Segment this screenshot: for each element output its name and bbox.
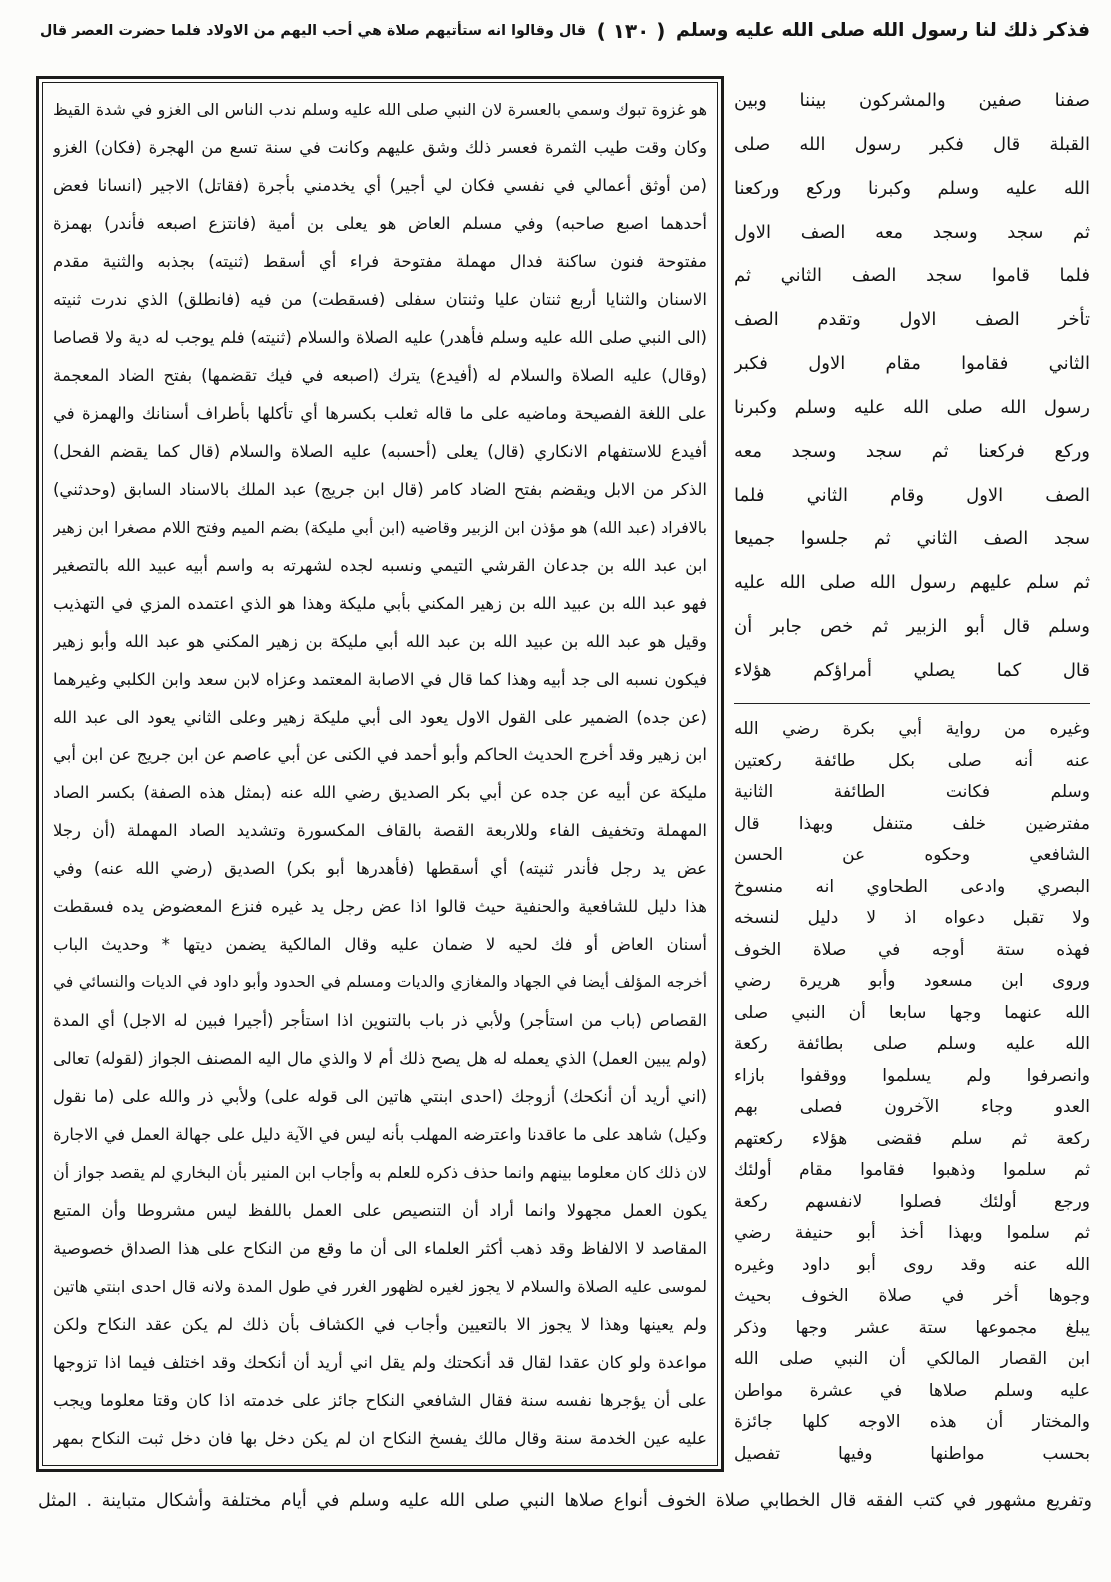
commentary-line: على أن يؤجرها نفسه سنة فقال الشافعي النكاح جائز على خدمته اذا كان وقتا معلوما ويجب	[53, 1390, 707, 1410]
page-number: ( ١٣٠ )	[596, 19, 666, 43]
margin-column-upper	[734, 80, 1090, 692]
commentary-line: ابن عبد الله بن جدعان القرشي التيمي ونسبه لجده لشهرته به واسم أبيه عبيد الله بالتصغير	[53, 555, 707, 575]
margin-line: ولا تقبل دعواه اذ لا دليل لنسخه	[734, 908, 1090, 929]
margin-line: مفترضين خلف متنفل وبهذا قال	[734, 813, 1090, 834]
commentary-line: فيكون نسبه الى جد أبيه وهذا كما قال في الاصابة المعتمد وعزاه لابن سعد وابن الكلبي وغيرهما	[53, 669, 707, 689]
margin-line: الله عنه وقد روى أبو داود وغيره	[734, 1254, 1090, 1275]
margin-separator	[734, 703, 1090, 704]
commentary-line: المهملة وتخفيف الفاء وللاربعة القصة بالقاف المكسورة وتشديد الصاد المهملة (أن رجلا	[53, 821, 707, 841]
commentary-line: وقيل هو عبد الله بن عبيد الله بن عبد الله أبي مليكة بن زهير المكني هو عبد الله وأبو زهير	[53, 631, 707, 651]
commentary-line: (ولم يبين العمل) الذي يعمله له هل يصح ذلك أم لا والذي مال اليه المصنف الجواز (لقوله) تعالى	[53, 1049, 707, 1069]
commentary-line: مليكة عن أبيه عن جده عن أبي بكر الصديق رضي الله عنه (بمثل هذه الصفة) بكسر الصاد	[53, 783, 707, 803]
margin-line: سجد الصف الثاني ثم جلسوا جميعا	[734, 528, 1090, 550]
commentary-line: أسنان العاض أو فك لحيه لا ضمان عليه وقال المالكية يضمن ديتها * وحديث الباب	[53, 935, 707, 955]
commentary-line: يكون العمل مجهولا وانما أراد أن التنصيص على العمل باللفظ ليس مشروطا وأن المتبع	[53, 1201, 707, 1221]
commentary-line: وكيل) شاهد على ما عاقدنا واعترضه المهلب بأنه ليس في الآية دليل على جهالة العمل في الاجارة	[53, 1125, 707, 1145]
margin-line: وسلم فكانت الطائفة الثانية	[734, 782, 1090, 803]
margin-line: قال كما يصلي أمراؤكم هؤلاء	[734, 659, 1090, 681]
running-header-left: قال وقالوا انه ستأتيهم صلاة هي أحب اليهم من الاولاد فلما حضرت العصر قال	[40, 23, 586, 39]
commentary-line: أحدهما اصبع صاحبه) وفي مسلم العاض هو يعلى بن أمية (فانتزع اصبعه فأندر) بهمزة	[53, 213, 707, 233]
margin-line: وغيره من رواية أبي بكرة رضي الله	[734, 719, 1090, 739]
commentary-line: (من أوثق أعمالي في نفسي فكان لي أجير) أي يخدمني بأجرة (فقاتل) الاجير (انسانا فعض	[53, 175, 707, 195]
commentary-line: ولم يعينها وهذا لا يجوز الا بالتعيين وأجاب في الكشاف بأن ذلك لم يكن عقد النكاح ولكن	[53, 1315, 707, 1334]
margin-line: الصف الاول وقام الثاني فلما	[734, 484, 1090, 506]
margin-line: ابن القصار المالكي أن النبي صلى الله	[734, 1349, 1090, 1370]
margin-line: الله عليه وسلم صلى بطائفة ركعة	[734, 1034, 1090, 1055]
commentary-line: (اني أريد أن أنكحك) أزوجك (احدى ابنتي هاتين الى قوله على) ولأبي ذر والله على (ما نقول	[53, 1087, 707, 1107]
commentary-line: أخرجه المؤلف أيضا في الجهاد والمغازي والديات ومسلم في الحدود وأبو داود في الديات والنسائي في	[53, 973, 707, 992]
commentary-line: عليه عين الخدمة سنة وقال مالك يفسخ النكاح ان لم يكن دخل بها فان دخل ثبت النكاح بمهر	[53, 1428, 707, 1448]
margin-column-lower	[734, 714, 1090, 1470]
commentary-line: الاسنان والثنايا أربع ثنتان عليا وثنتان سفلى (فسقطت) من فيه (فانطلق) الذي ندرت ثنيته	[53, 289, 707, 309]
commentary-line: فهو عبد الله بن عبيد الله بن زهير المكني بأبي مليكة وهذا هو الذي اعتمده المزي في التهذيب	[53, 593, 707, 613]
margin-line: القبلة قال فكبر رسول الله صلى	[734, 133, 1090, 155]
margin-line: العدو وجاء الآخرون فصلى بهم	[734, 1097, 1090, 1118]
margin-line: الثاني فقاموا مقام الاول فكبر	[734, 353, 1090, 375]
margin-line: ركعة ثم سلم فقضى هؤلاء ركعتهم	[734, 1128, 1090, 1149]
commentary-box	[36, 76, 724, 1472]
commentary-line: القصاص (باب من استأجر) ولأبي ذر باب بالتنوين اذا استأجر (أجيرا فبين له الاجل) أي المدة	[53, 1011, 707, 1031]
margin-line: صفنا صفين والمشركون بيننا وبين	[734, 90, 1090, 111]
margin-line: يبلغ مجموعها ستة عشر وجها وذكر	[734, 1317, 1090, 1338]
commentary-line: لموسى عليه الصلاة والسلام لا يجوز لغيره لظهور الغرر في طول المدة ولانه قال احدى ابنتي هاتين	[53, 1277, 707, 1297]
margin-line: رسول الله صلى الله عليه وسلم وكبرنا	[734, 396, 1090, 418]
commentary-line: الذكر من الابل ويقضم بفتح الضاد كامر (قال ابن جريج) عبد الملك بالاسناد السابق (وحدثني)	[53, 479, 707, 499]
margin-line: وروى ابن مسعود وأبو هريرة رضي	[734, 971, 1090, 992]
commentary-line: بالافراد (عبد الله) هو مؤذن ابن الزبير وقاضيه (ابن أبي مليكة) بضم الميم وفتح اللام مصغرا ابن زهير	[53, 517, 707, 537]
margin-line: عليه وسلم صلاها في عشرة مواطن	[734, 1380, 1090, 1401]
commentary-line: (عن جده) الضمير على القول الاول يعود الى أبي مليكة زهير وعلى الثاني يعود الى عبد الله	[53, 707, 707, 727]
commentary-line: مواعدة ولو كان عقدا لقال قد أنكحتك ولم يقل اني أريد أن أنكحك وقد اختلف فيما اذا تزوجها	[53, 1352, 707, 1372]
commentary-line: ابن زهير وقد أخرج الحديث الحاكم وأبو أحمد في الكنى عن أبي عاصم عن ابن جريج عن ابن أبي	[53, 745, 707, 765]
margin-line: عنه أنه صلى بكل طائفة ركعتين	[734, 750, 1090, 771]
commentary-line: المقاصد لا الالفاظ وقد ذهب أكثر العلماء الى أن ما وقع من النكاح على هذا الصداق خصوصية	[53, 1239, 707, 1259]
commentary-line: هذا دليل للشافعية والحنفية حيث قالوا اذا عض رجل يد غيره فنزع المعضوض يده فسقطت	[53, 897, 707, 917]
commentary-line: لان ذلك كان معلوما بينهم وانما حذف ذكره للعلم به وأجاب ابن المنير بأن البخاري لم يقصد جواز أن	[53, 1163, 707, 1183]
commentary-line: (وقال) عليه الصلاة والسلام له (أفيدع) يترك (اصبعه في فيك تقضمها) بفتح الضاد المعجمة	[53, 365, 707, 385]
footer-line: وتفريع مشهور في كتب الفقه قال الخطابي صلاة الخوف أنواع صلاها النبي صلى الله عليه وسلم في أيام مختلفة وأشكال متباينة . المثل	[38, 1491, 1092, 1511]
margin-line: تأخر الصف الاول وتقدم الصف	[734, 309, 1090, 331]
margin-line: ورجع أولئك فصلوا لانفسهم ركعة	[734, 1191, 1090, 1212]
running-header-right: فذكر ذلك لنا رسول الله صلى الله عليه وسلم	[676, 20, 1090, 41]
commentary-line: وكان وقت طيب الثمرة فعسر ذلك وشق عليهم وكانت في سنة تسع من الهجرة (فكان) الغزو	[53, 137, 707, 157]
margin-line: بحسب مواطنها وفيها تفصيل	[734, 1443, 1090, 1464]
margin-line: الله عنهما وجها سابعا أن النبي صلى	[734, 1002, 1090, 1023]
margin-line: الله عليه وسلم وكبرنا وركع وركعنا	[734, 177, 1090, 199]
margin-line: ثم سلموا وبهذا أخذ أبو حنيفة رضي	[734, 1223, 1090, 1244]
margin-line: ثم سلموا وذهبوا فقاموا مقام أولئك	[734, 1160, 1090, 1181]
margin-line: وركع فركعنا ثم سجد وسجد معه	[734, 440, 1090, 462]
margin-line: فلما قاموا سجد الصف الثاني ثم	[734, 265, 1090, 287]
commentary-line: على اللغة الفصيحة وماضيه على ما قاله ثعلب بكسرها أي تأكلها بأطراف أسنانك والهمزة في	[53, 403, 707, 423]
commentary-line: عض يد رجل فأندر ثنيته) أي أسقطها (فأهدرها أبو بكر) الصديق (رضي الله عنه) وفي	[53, 859, 707, 879]
margin-line: ثم سجد وسجد معه الصف الاول	[734, 221, 1090, 243]
commentary-line: أفيدع للاستفهام الانكاري (قال) يعلى (أحسبه) عليه الصلاة والسلام (قال كما يقضم الفحل)	[53, 441, 707, 461]
margin-line: وانصرفوا ولم يسلموا ووقفوا بازاء	[734, 1065, 1090, 1086]
commentary-line: مفتوحة فنون ساكنة فدال مهملة مفتوحة فراء أي أسقط (ثنيته) بجذبه والثنية مقدم	[53, 251, 707, 271]
margin-line: وجوها أخر في صلاة الخوف بحيث	[734, 1286, 1090, 1307]
commentary-line: (الى النبي صلى الله عليه وسلم فأهدر) عليه الصلاة والسلام (ثنيته) فلم يوجب له دية ولا قصاصا	[53, 327, 707, 347]
margin-line: البصري وادعى الطحاوي انه منسوخ	[734, 876, 1090, 897]
commentary-text	[42, 82, 718, 1466]
commentary-line: هو غزوة تبوك وسمي بالعسرة لان النبي صلى الله عليه وسلم ندب الناس الى الغزو في شدة القيظ	[53, 100, 707, 119]
margin-line: الشافعي وحكوه عن الحسن	[734, 845, 1090, 866]
margin-line: والمختار أن هذه الاوجه كلها جائزة	[734, 1412, 1090, 1433]
margin-line: وسلم قال أبو الزبير ثم خص جابر أن	[734, 616, 1090, 638]
margin-line: ثم سلم عليهم رسول الله صلى الله عليه	[734, 572, 1090, 594]
margin-line: فهذه ستة أوجه في صلاة الخوف	[734, 939, 1090, 960]
